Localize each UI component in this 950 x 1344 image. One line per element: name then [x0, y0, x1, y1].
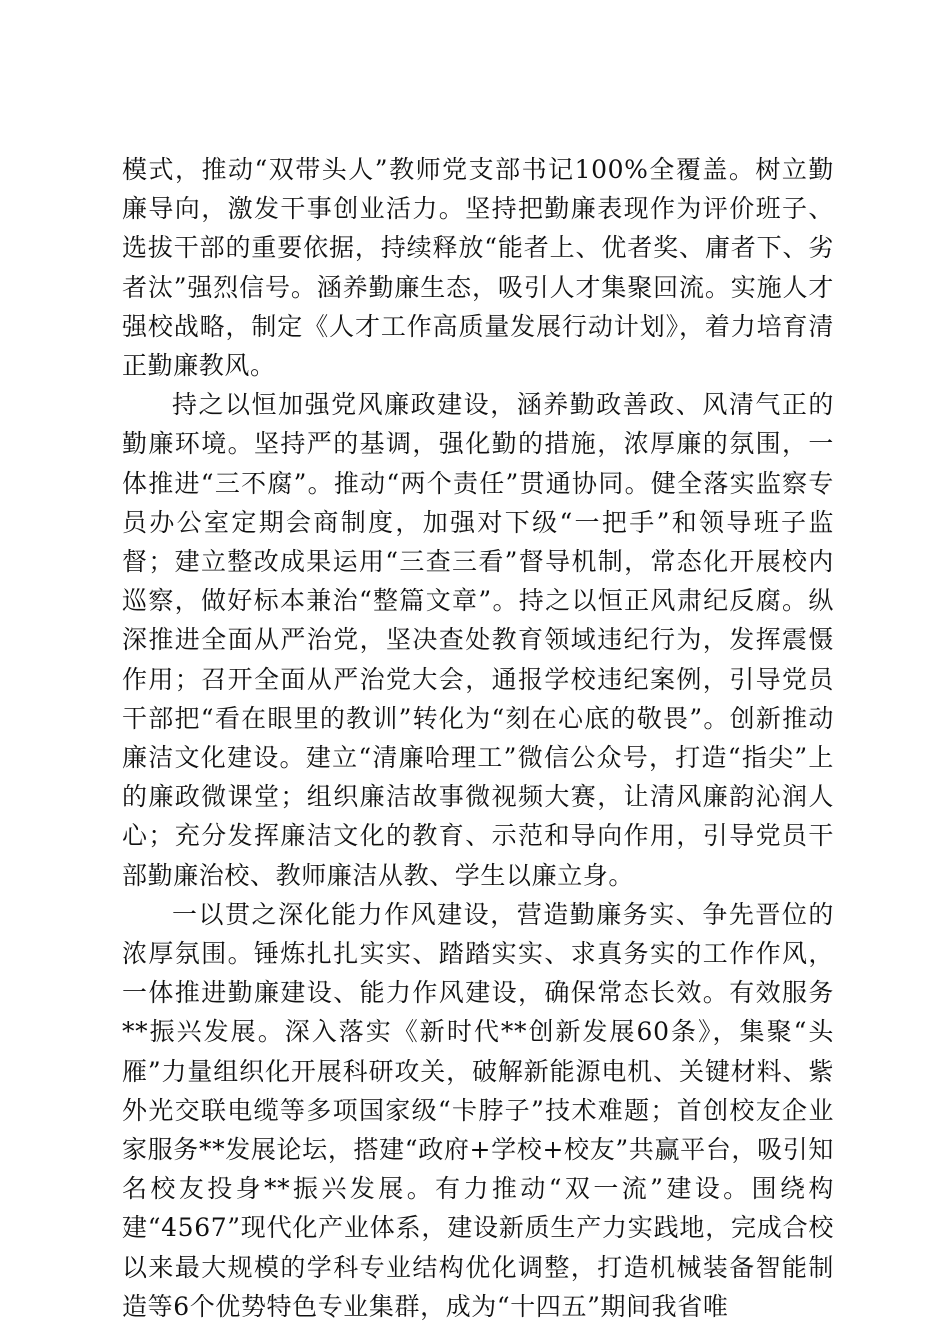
- paragraph-work-style: 一以贯之深化能力作风建设，营造勤廉务实、争先晋位的浓厚氛围。锤炼扎扎实实、踏踏实实、求真务实的工作作风，一体推进勤廉建设、能力作风建设，确保常态长效。有效服务**振兴发展。深入落实《新时代**创新发展60条》，集聚“头雁”力量组织化开展科研攻关，破解新能源电机、关键材料、紫外光交联电缆等多项国家级“卡脖子”技术难题；首创校友企业家服务**发展论坛，搭建“政府+学校+校友”共赢平台，吸引知名校友投身**振兴发展。有力推动“双一流”建设。围绕构建“4567”现代化产业体系，建设新质生产力实践地，完成合校以来最大规模的学科专业结构优化调整，打造机械装备智能制造等6个优势特色专业集群，成为“十四五”期间我省唯: [122, 899, 834, 1321]
- paragraph-continuation: 模式，推动“双带头人”教师党支部书记100%全覆盖。树立勤廉导向，激发干事创业活力。坚持把勤廉表现作为评价班子、选拔干部的重要依据，持续释放“能者上、优者奖、庸者下、劣者汰”强烈信号。涵养勤廉生态，吸引人才集聚回流。实施人才强校战略，制定《人才工作高质量发展行动计划》，着力培育清正勤廉教风。: [122, 155, 834, 381]
- document-body: [122, 150, 834, 1326]
- paragraph-party-conduct: 持之以恒加强党风廉政建设，涵养勤政善政、风清气正的勤廉环境。坚持严的基调，强化勤的措施，浓厚廉的氛围，一体推进“三不腐”。推动“两个责任”贯通协同。健全落实监察专员办公室定期会商制度，加强对下级“一把手”和领导班子监督；建立整改成果运用“三查三看”督导机制，常态化开展校内巡察，做好标本兼治“整篇文章”。持之以恒正风肃纪反腐。纵深推进全面从严治党，坚决查处教育领域违纪行为，发挥震慑作用；召开全面从严治党大会，通报学校违纪案例，引导党员干部把“看在眼里的教训”转化为“刻在心底的敬畏”。创新推动廉洁文化建设。建立“清廉哈理工”微信公众号，打造“指尖”上的廉政微课堂；组织廉洁故事微视频大赛，让清风廉韵沁润人心；充分发挥廉洁文化的教育、示范和导向作用，引导党员干部勤廉治校、教师廉洁从教、学生以廉立身。: [122, 390, 834, 890]
